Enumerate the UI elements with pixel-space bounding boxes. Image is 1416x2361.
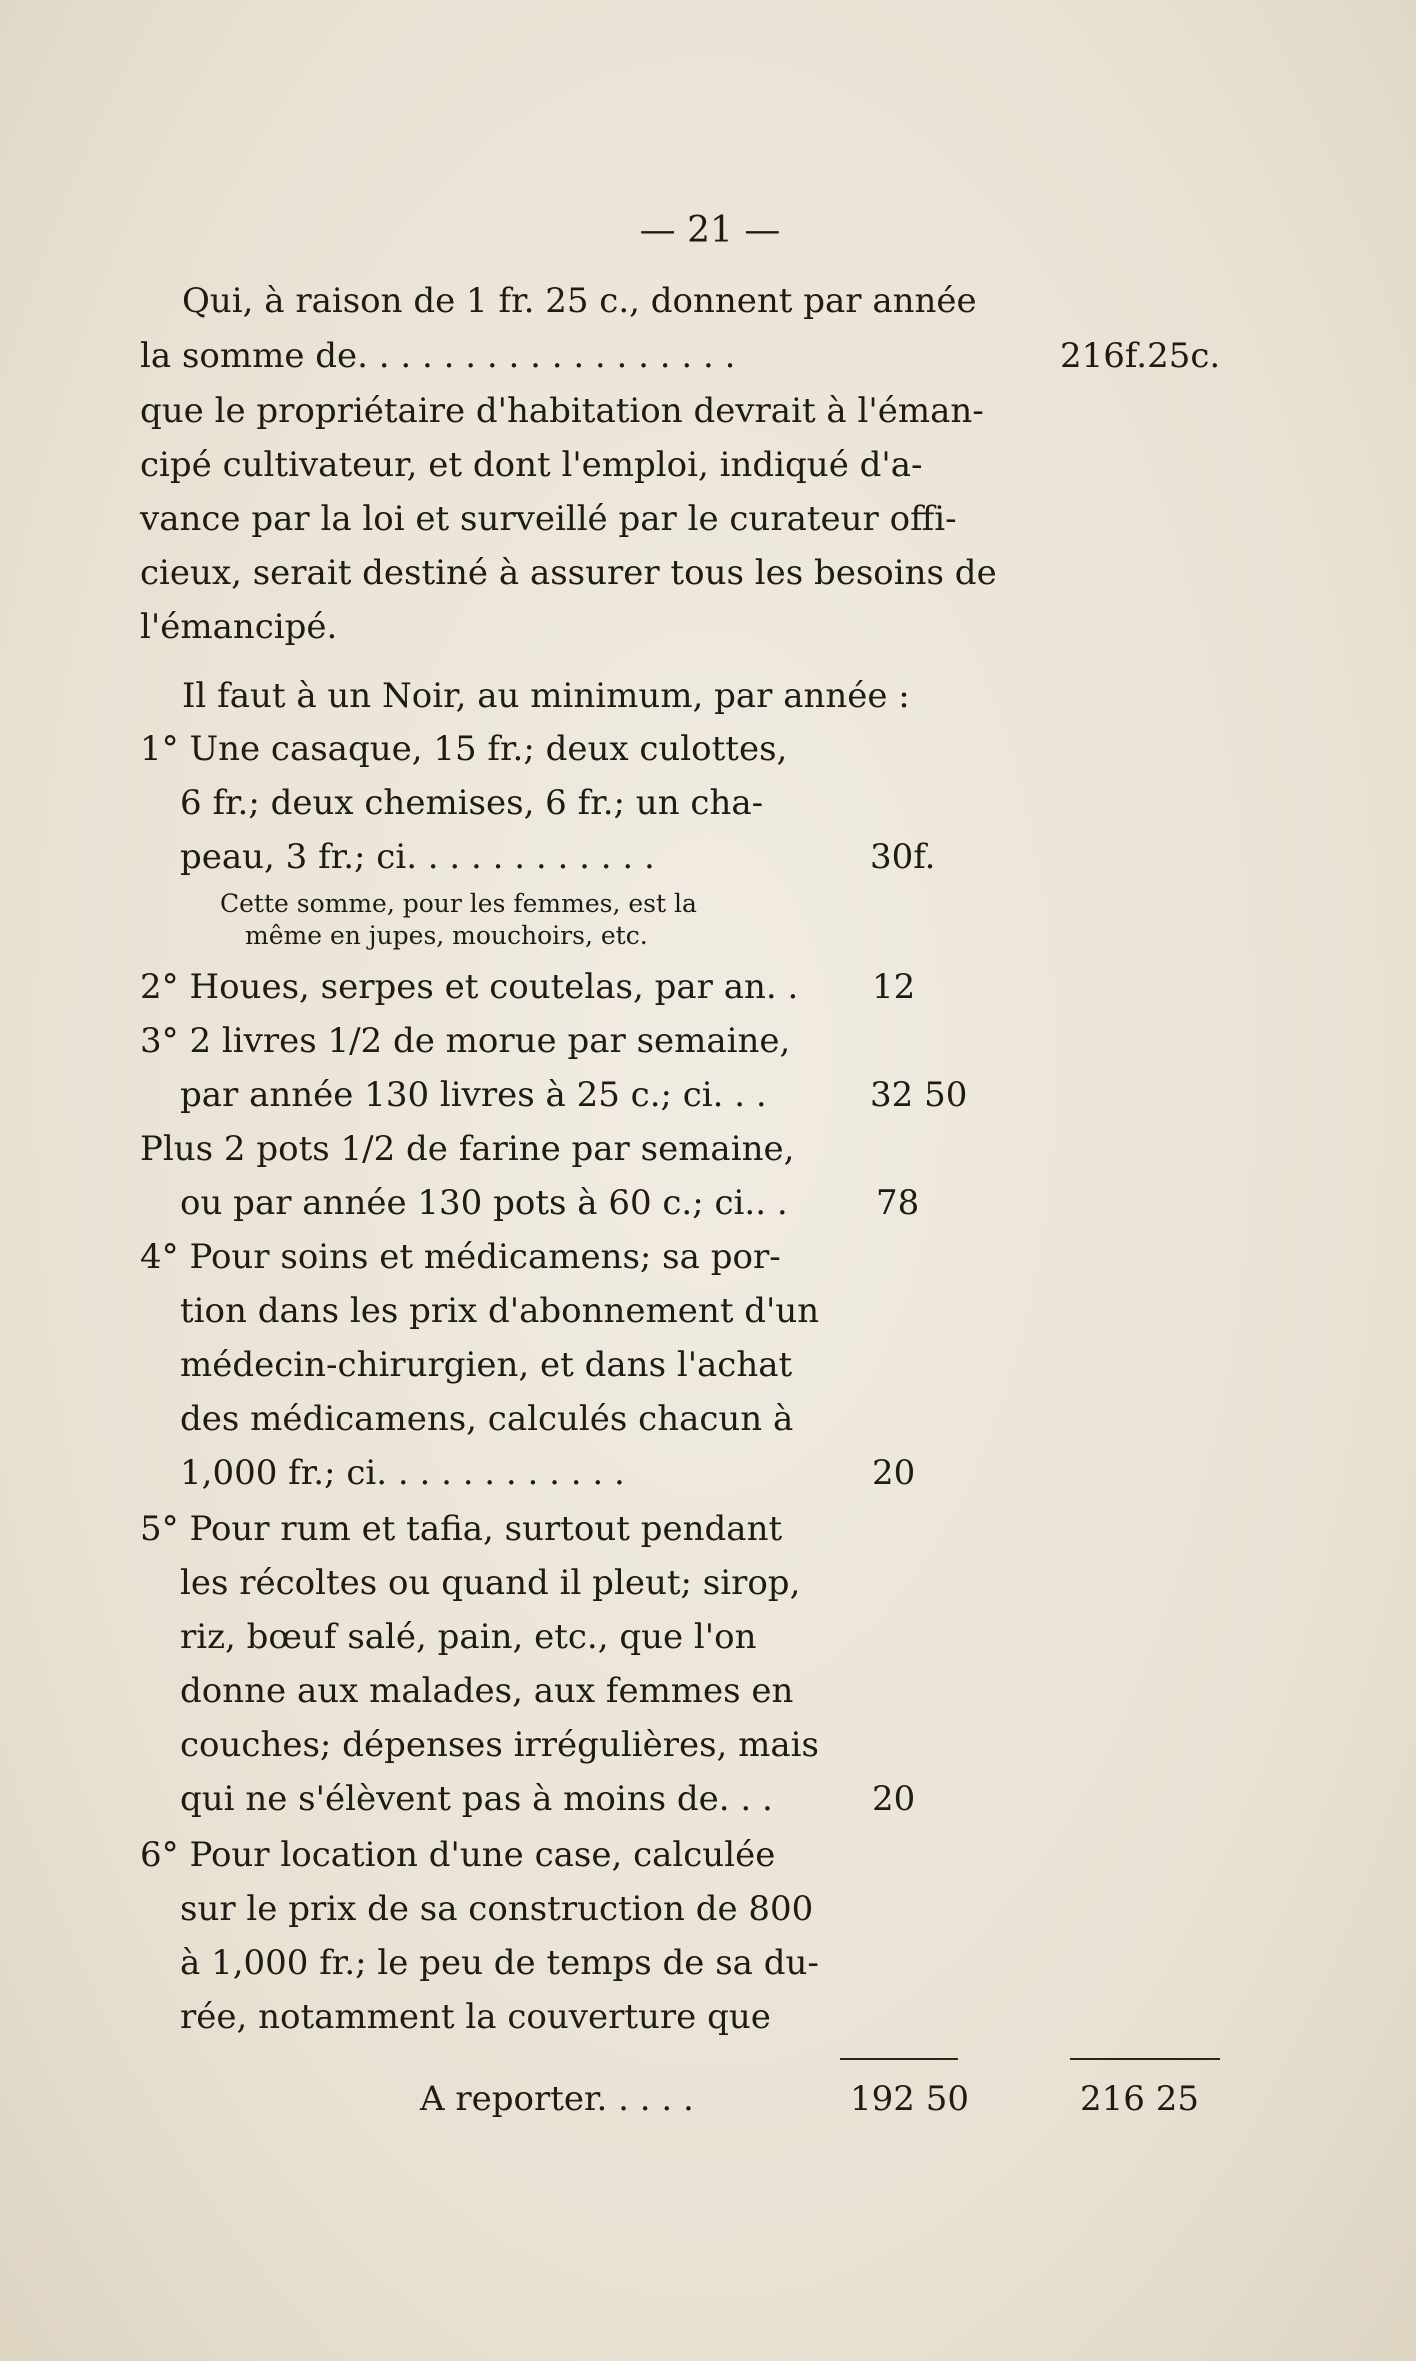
list-item: 3° 2 livres 1/2 de morue par semaine,	[140, 1021, 791, 1061]
footnote-line: même en jupes, mouchoirs, etc.	[245, 921, 648, 950]
list-item: 5° Pour rum et tafia, surtout pendant	[140, 1509, 783, 1549]
text-line: à 1,000 fr.; le peu de temps de sa du-	[180, 1943, 819, 1983]
amount: 78	[876, 1183, 920, 1223]
text-line: par année 130 livres à 25 c.; ci. . .	[180, 1075, 767, 1115]
amount: 30f.	[870, 837, 936, 877]
page-number: — 21 —	[639, 210, 781, 251]
sum-rule	[1070, 2058, 1220, 2060]
amount: 20	[872, 1453, 916, 1493]
text-line: tion dans les prix d'abonnement d'un	[180, 1291, 820, 1331]
text-line: 1,000 fr.; ci. . . . . . . . . . . .	[180, 1453, 625, 1493]
text-line: l'émancipé.	[140, 607, 338, 647]
text-line: médecin-chirurgien, et dans l'achat	[180, 1345, 793, 1385]
text-line: 6 fr.; deux chemises, 6 fr.; un cha-	[180, 783, 764, 823]
text-line: des médicamens, calculés chacun à	[180, 1399, 794, 1439]
carry-forward-left: 192 50	[850, 2079, 969, 2119]
list-item: 1° Une casaque, 15 fr.; deux culottes,	[140, 729, 788, 769]
text-line: cipé cultivateur, et dont l'emploi, indiqué d'a-	[140, 445, 923, 485]
text-line: ou par année 130 pots à 60 c.; ci.. .	[180, 1183, 788, 1223]
text-line: donne aux malades, aux femmes en	[180, 1671, 794, 1711]
list-item: 6° Pour location d'une case, calculée	[140, 1835, 776, 1875]
text-line: sur le prix de sa construction de 800	[180, 1889, 814, 1929]
text-line: couches; dépenses irrégulières, mais	[180, 1725, 819, 1765]
text-line: que le propriétaire d'habitation devrait à l'éman-	[140, 391, 984, 431]
carry-forward-right: 216 25	[1080, 2079, 1199, 2119]
amount: 12	[872, 967, 916, 1007]
text-line: rée, notamment la couverture que	[180, 1997, 771, 2037]
text-line: cieux, serait destiné à assurer tous les besoins de	[140, 553, 997, 593]
carry-forward-label: A reporter. . . . .	[420, 2079, 694, 2119]
text-line: Il faut à un Noir, au minimum, par année :	[182, 676, 910, 716]
footnote-line: Cette somme, pour les femmes, est la	[220, 889, 697, 918]
text-line: Plus 2 pots 1/2 de farine par semaine,	[140, 1129, 795, 1169]
sum-rule	[840, 2058, 958, 2060]
text-line: riz, bœuf salé, pain, etc., que l'on	[180, 1617, 757, 1657]
amount: 20	[872, 1779, 916, 1819]
text-line: Qui, à raison de 1 fr. 25 c., donnent par année	[182, 281, 977, 321]
text-line: vance par la loi et surveillé par le curateur offi-	[140, 499, 957, 539]
list-item: 2° Houes, serpes et coutelas, par an. .	[140, 967, 799, 1007]
list-item: 4° Pour soins et médicamens; sa por-	[140, 1237, 781, 1277]
text-line: peau, 3 fr.; ci. . . . . . . . . . . .	[180, 837, 655, 877]
amount-total: 216f.25c.	[1060, 336, 1221, 376]
text-line: la somme de. . . . . . . . . . . . . . . . . .	[140, 336, 736, 376]
text-line: les récoltes ou quand il pleut; sirop,	[180, 1563, 801, 1603]
amount: 32 50	[870, 1075, 968, 1115]
text-line: qui ne s'élèvent pas à moins de. . .	[180, 1779, 773, 1819]
